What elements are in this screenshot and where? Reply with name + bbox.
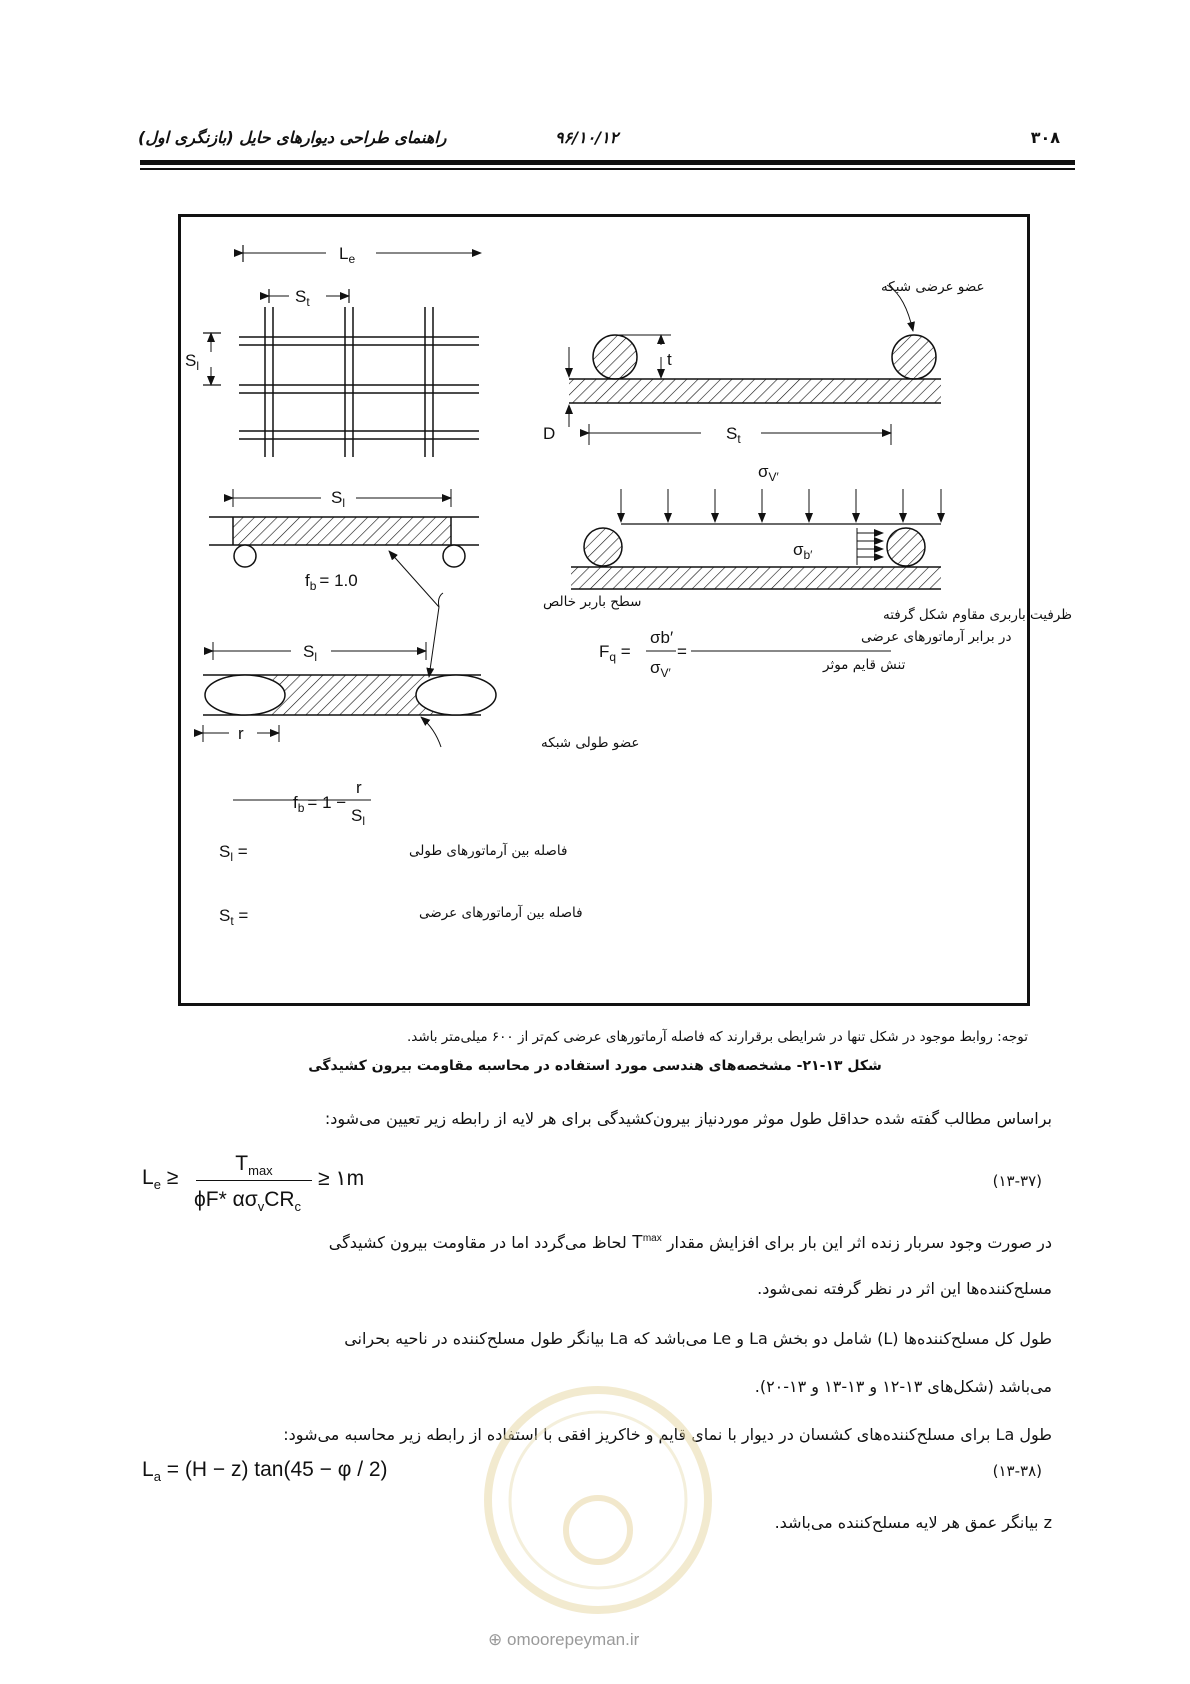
svg-text:σb′ bbox=[793, 540, 813, 562]
def-st-symbol: S bbox=[219, 906, 231, 925]
label-r: r bbox=[238, 724, 244, 743]
eq37-numerator bbox=[196, 1152, 312, 1181]
label-sl-top-sub: l bbox=[342, 496, 346, 510]
svg-text:σV′ bbox=[758, 462, 780, 484]
equation-38 bbox=[142, 1458, 388, 1484]
paragraph-la-length: طول La برای مسلح‌کننده‌های کشسان در دیوار با نمای قایم و خاکریز افقی با استفاده از رابطه زیر محاسبه می‌شود: bbox=[283, 1425, 1052, 1444]
tmax-inline bbox=[632, 1232, 662, 1252]
svg-text:Sl bbox=[303, 642, 317, 664]
label-sl-top: S bbox=[331, 488, 343, 507]
fb-fraction-denominator: S bbox=[351, 806, 363, 825]
header-rule-thin bbox=[140, 168, 1075, 170]
label-sl-left: S bbox=[185, 351, 197, 370]
svg-text:σV′ bbox=[650, 658, 672, 680]
header-date: ۹۶/۱۰/۱۲ bbox=[555, 128, 619, 147]
label-st-top: S bbox=[295, 287, 307, 306]
label-st-section-sub: t bbox=[737, 432, 741, 446]
eq37-denominator bbox=[194, 1188, 301, 1214]
eq37-den: ϕF* ασ bbox=[194, 1188, 258, 1211]
svg-text:Sl =: $S_l$ = bbox=[219, 842, 248, 864]
fq-denominator-sub: V′ bbox=[660, 666, 671, 680]
label-d: D bbox=[543, 424, 556, 443]
svg-text:St bbox=[295, 287, 310, 309]
def-st-sub: t bbox=[230, 914, 234, 928]
capacity-line-1: ظرفیت باربری مقاوم شکل گرفته bbox=[883, 607, 1072, 623]
capacity-line-2: در برابر آرماتورهای عرضی bbox=[861, 629, 1012, 645]
eq37-number: (۱۳-۳۷) bbox=[992, 1172, 1042, 1190]
label-st-section: S bbox=[726, 424, 738, 443]
passive-resistance-diagram bbox=[571, 489, 941, 651]
fq-symbol: F bbox=[599, 642, 610, 661]
figure-note: توجه: روابط موجود در شکل تنها در شرایطی برقرارند که فاصله آرماتورهای عرضی کم‌تر از ۶۰۰ میلی‌متر باشد. bbox=[406, 1029, 1028, 1045]
fb-bottom-eq: = 1 − bbox=[307, 793, 347, 812]
paragraph-live-load-cont: مسلح‌کننده‌ها این اثر در نظر گرفته نمی‌شود. bbox=[757, 1279, 1052, 1298]
tmax-sub: max bbox=[642, 1233, 662, 1244]
paragraph-total-length-cont: می‌باشد (شکل‌های ۱۳-۱۲ و ۱۳-۱۳ و ۱۳-۲۰). bbox=[754, 1377, 1052, 1396]
sigma-v-sub: V′ bbox=[768, 470, 779, 484]
capacity-denominator: تنش قایم موثر bbox=[823, 657, 906, 673]
def-st-text: فاصله بین آرماتورهای عرضی bbox=[419, 905, 583, 921]
label-transverse-member: عضو عرضی شبکه bbox=[881, 279, 985, 295]
globe-icon: ⊕ bbox=[488, 1630, 503, 1649]
label-sl-left-sub: l bbox=[196, 359, 200, 373]
footer-watermark-url bbox=[488, 1630, 639, 1650]
svg-text:Sl bbox=[185, 351, 199, 373]
running-title: راهنمای طراحی دیوارهای حایل (بازنگری اول) bbox=[138, 128, 447, 147]
label-t: t bbox=[667, 350, 672, 369]
fb-top-eq: = 1.0 bbox=[319, 571, 358, 590]
eq38-body: = (H − z) tan(45 − φ / 2) bbox=[166, 1458, 388, 1481]
svg-text:Le bbox=[339, 244, 355, 266]
eq37-num: T bbox=[235, 1152, 249, 1175]
p2-part-a: در صورت وجود سربار زنده اثر این بار برای افزایش مقدار bbox=[666, 1233, 1052, 1252]
figure-caption: شکل ۱۳-۲۱- مشخصه‌های هندسی مورد استفاده در محاسبه مقاومت بیرون کشیدگی bbox=[308, 1058, 882, 1074]
fb-top-sub: b bbox=[309, 579, 317, 593]
eq37-num-sub: max bbox=[248, 1163, 273, 1179]
eq37-den2: CR bbox=[264, 1188, 295, 1211]
svg-text:St bbox=[726, 424, 741, 446]
paragraph-intro: براساس مطالب گفته شده حداقل طول موثر موردنیاز بیرون‌کشیدگی برای هر لایه از رابطه زیر تعیین می‌شود: bbox=[324, 1109, 1052, 1128]
eq37-left-sub: e bbox=[153, 1177, 161, 1193]
paragraph-z-definition: z بیانگر عمق هر لایه مسلح‌کننده می‌باشد. bbox=[774, 1513, 1052, 1532]
figure-drawing bbox=[181, 217, 1072, 1009]
p2-part-b: لحاظ می‌گردد اما در مقاومت بیرون کشیدگی bbox=[328, 1233, 627, 1252]
tmax-symbol: T bbox=[631, 1232, 643, 1252]
fq-denominator: σ bbox=[650, 658, 661, 677]
svg-text:fb= 1.0 bbox=[305, 571, 358, 593]
sigma-v-label: σ bbox=[758, 462, 769, 481]
svg-text:St =: $S_t$ = bbox=[219, 906, 249, 928]
equation-37: $L_e$ ≥ bbox=[142, 1166, 179, 1193]
label-sl-bottom-sub: l bbox=[314, 650, 318, 664]
eq37-right: ≥ ۱m bbox=[318, 1167, 365, 1190]
fb-bottom-symbol: f bbox=[293, 793, 298, 812]
fb-top-symbol: f bbox=[305, 571, 310, 590]
svg-text:Fq =: $F_q$ = bbox=[599, 642, 631, 664]
fb-fraction-numerator: r bbox=[356, 778, 362, 797]
label-longitudinal-member: عضو طولی شبکه bbox=[541, 735, 640, 751]
grid-plan-view bbox=[203, 245, 481, 457]
page-number: ۳۰۸ bbox=[1030, 128, 1060, 147]
eq37-den-sub: v bbox=[257, 1199, 265, 1215]
figure-box bbox=[178, 214, 1072, 1006]
watermark-seal bbox=[478, 1380, 718, 1620]
eq38-left: L bbox=[142, 1458, 154, 1481]
fb-bottom-sub: b bbox=[297, 801, 305, 815]
def-sl-text: فاصله بین آرماتورهای طولی bbox=[409, 843, 568, 859]
figure-persian-labels bbox=[409, 279, 1072, 921]
svg-text:fb= 1 − bbox=[293, 793, 346, 815]
label-le-sub: e bbox=[348, 252, 356, 266]
label-le: L bbox=[339, 244, 349, 263]
label-net-bearing-surface: سطح باربر خالص bbox=[543, 594, 642, 610]
eq38-left-sub: a bbox=[153, 1469, 161, 1485]
header-rule-thick bbox=[140, 160, 1075, 165]
footer-url: omoorepeyman.ir bbox=[506, 1630, 640, 1649]
svg-text:Sl bbox=[331, 488, 345, 510]
label-st-top-sub: t bbox=[306, 295, 310, 309]
def-sl-sub: l bbox=[230, 850, 234, 864]
eq37-left: L bbox=[142, 1166, 154, 1189]
eq38-number: (۱۳-۳۸) bbox=[992, 1462, 1042, 1480]
sigma-b-sub: b′ bbox=[803, 548, 813, 562]
def-sl-symbol: S bbox=[219, 842, 231, 861]
svg-text:=: = bbox=[677, 642, 687, 661]
fq-sub: q bbox=[609, 650, 617, 664]
sigma-b-label: σ bbox=[793, 540, 804, 559]
fq-numerator: σb′ bbox=[650, 628, 674, 647]
fb-fraction-denominator-sub: l bbox=[362, 814, 366, 828]
paragraph-total-length: طول کل مسلح‌کننده‌ها (L) شامل دو بخش La و Le می‌باشد که La بیانگر طول مسلح‌کننده در ناحیه بحرانی bbox=[344, 1329, 1052, 1348]
label-sl-bottom: S bbox=[303, 642, 315, 661]
paragraph-live-load bbox=[117, 1222, 1052, 1260]
eq37-den2-sub: c bbox=[294, 1199, 302, 1215]
transverse-section bbox=[569, 285, 941, 445]
svg-text:Sl bbox=[351, 806, 365, 828]
